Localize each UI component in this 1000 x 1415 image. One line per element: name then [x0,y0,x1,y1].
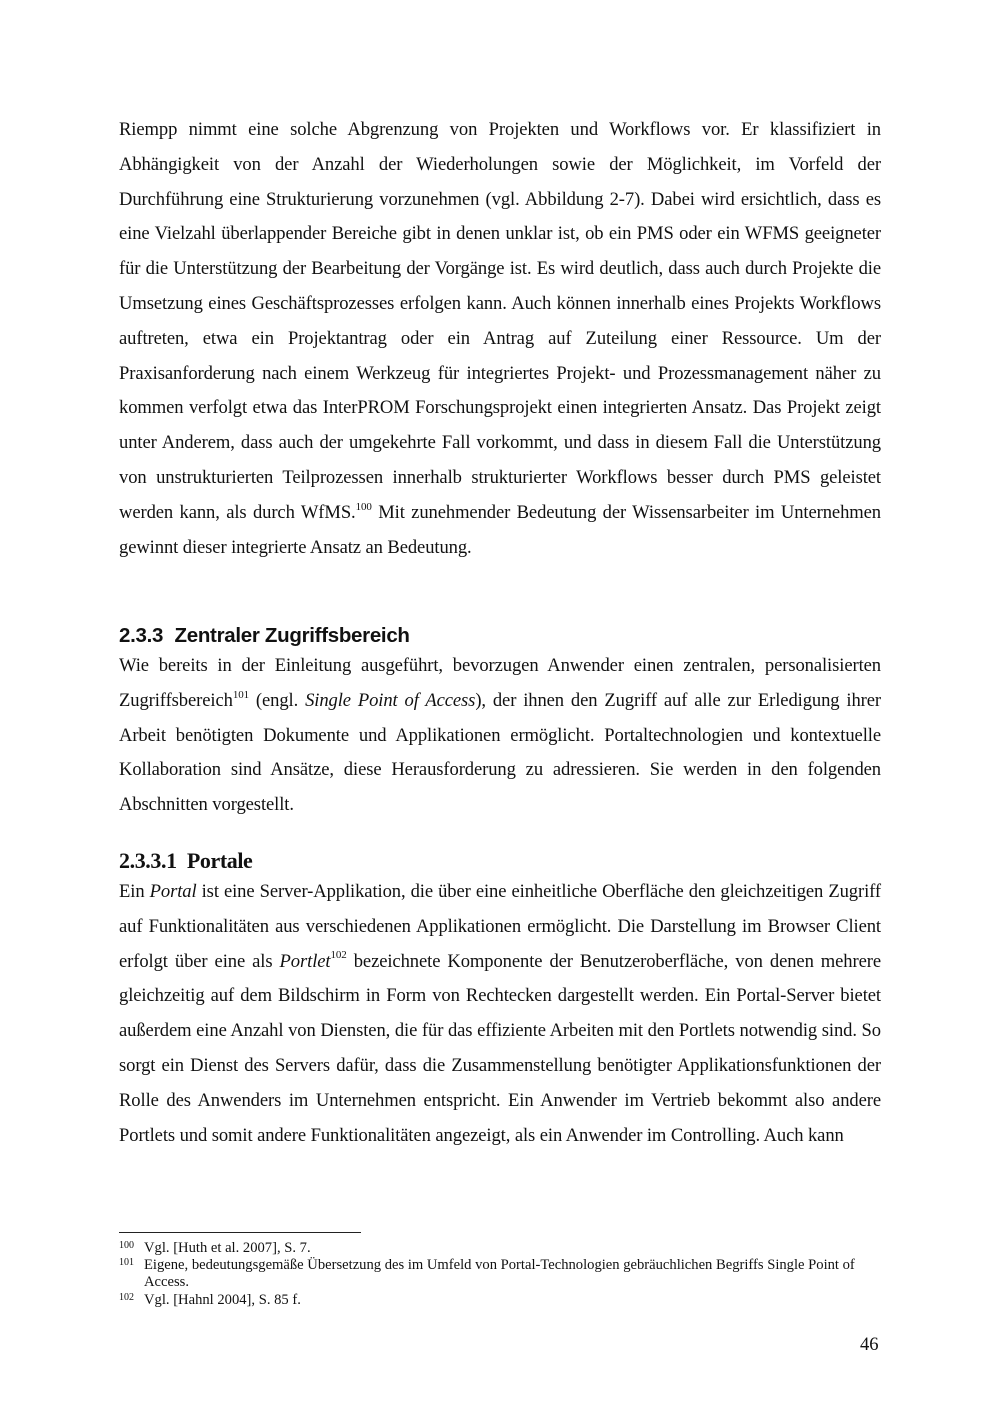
italic-term: Portlet [279,950,331,972]
footnote-number: 100 [119,1240,134,1251]
footnote-number: 102 [119,1291,134,1303]
italic-term: Portal [149,881,197,902]
footnote-reference-102[interactable]: 102 [330,949,347,962]
paragraph-text: Riempp nimmt eine solche Abgrenzung von Projekten und Workflows vor. Er klassifiziert in Abhängigkeit von der Anzahl der Wiederholungen sowie der Möglichkeit, im Vorfeld der Durchführung eine Strukturierung vorzunehmen (vgl. Abbildung 2-7). Dabei wird ersichtlich, dass es eine Vielzahl überlappender Bereiche gibt in denen unklar ist, ob ein PMS oder ein WFMS geeigneter für die Unterstützung der Bearbeitung der Vorgänge ist. Es wird deutlich, dass auch durch Projekte die Umsetzung eines Geschäftsprozesses erfolgen kann. Auch können innerhalb eines Projekts Workflows auftreten, etwa ein Projektantrag oder ein Antrag auf Zuteilung einer Ressource. Um der Praxisanforderung nach einem Werkzeug für integriertes Projekt- und Prozessmanagement näher zu kommen verfolgt etwa das InterPROM Forschungsprojekt einen integrierten Ansatz. Das Projekt zeigt unter Anderem, dass auch der umgekehrte Fall vorkommt, und dass in diesem Fall die Unterstützung von unstrukturierten Teilprozessen innerhalb strukturierter Workflows besser durch PMS geleistet werden kann, als durch WfMS. [119,119,881,523]
paragraph-text: ), der ihnen den Zugriff auf alle zur Erledigung ihrer Arbeit benötigten Dokumente und Applikationen ermöglicht. Portaltechnologien und kontextuelle Kollaboration sind Ansätze, diese Herausforderung zu adressieren. Sie werden in den folgenden Abschnitten vorgestellt. [119,689,881,816]
footnote-101 [119,1257,881,1291]
section-title: Zentraler Zugriffsbereich [174,624,410,647]
section-number: 2.3.3.1 [119,848,177,873]
paragraph-text: Wie bereits in der Einleitung ausgeführt, bevorzugen Anwender einen zentralen, personalisierten Zugriffsbereich [119,655,881,711]
body-paragraph-portale [119,875,881,1153]
italic-term: Single Point of Access [305,689,476,711]
footnote-divider [119,1232,361,1233]
paragraph-text: bezeichnete Komponente der Benutzeroberfläche, von denen mehrere gleichzeitig auf dem Bildschirm in Form von Rechtecken dargestellt werden. Ein Portal-Server bietet außerdem eine Anzahl von Diensten, die für das effiziente Arbeiten mit den Portlets notwendig sind. So sorgt ein Dienst des Servers dafür, dass die Zusammenstellung benötigter Applikationsfunktionen der Rolle des Anwenders im Unternehmen entspricht. Ein Anwender im Vertrieb bekommt also andere Portlets und somit andere Funktionalitäten angezeigt, als ein Anwender im Controlling. Auch kann [119,950,881,1146]
footnote-102 [119,1292,881,1309]
body-paragraph-zugriffsbereich [119,649,881,823]
footnote-reference-100[interactable]: 100 [355,500,372,513]
paragraph-text: Ein [119,881,150,902]
paragraph-text: ist eine Server-Applikation, die über eine einheitliche Oberfläche den gleichzeitigen Zugriff auf Funktionalitäten aus verschiedenen Applikationen ermöglicht. Die Darstellung im Browser Client erfolgt über eine als [119,881,881,972]
page-number: 46 [860,1334,879,1355]
body-paragraph-intro [119,113,881,565]
footnote-100 [119,1240,881,1257]
paragraph-text: (engl. [249,689,306,711]
footnotes [119,1240,881,1309]
footnote-reference-101[interactable]: 101 [232,688,250,701]
footnote-text: Vgl. [Hahnl 2004], S. 85 f. [144,1291,301,1308]
section-title: Portale [186,848,253,873]
paragraph-text: Mit zunehmender Bedeutung der Wissensarbeiter im Unternehmen gewinnt dieser integrierte Ansatz an Bedeutung. [119,501,881,558]
footnote-number: 101 [119,1257,134,1269]
footnote-text: Eigene, bedeutungsgemäße Übersetzung des im Umfeld von Portal-Technologien gebräuchlichen Begriffs Single Point of Access. [144,1257,855,1291]
section-heading-2-3-3 [119,622,410,650]
footnote-text: Vgl. [Huth et al. 2007], S. 7. [144,1240,311,1256]
section-number: 2.3.3 [119,624,164,647]
section-heading-2-3-3-1 [119,846,252,876]
